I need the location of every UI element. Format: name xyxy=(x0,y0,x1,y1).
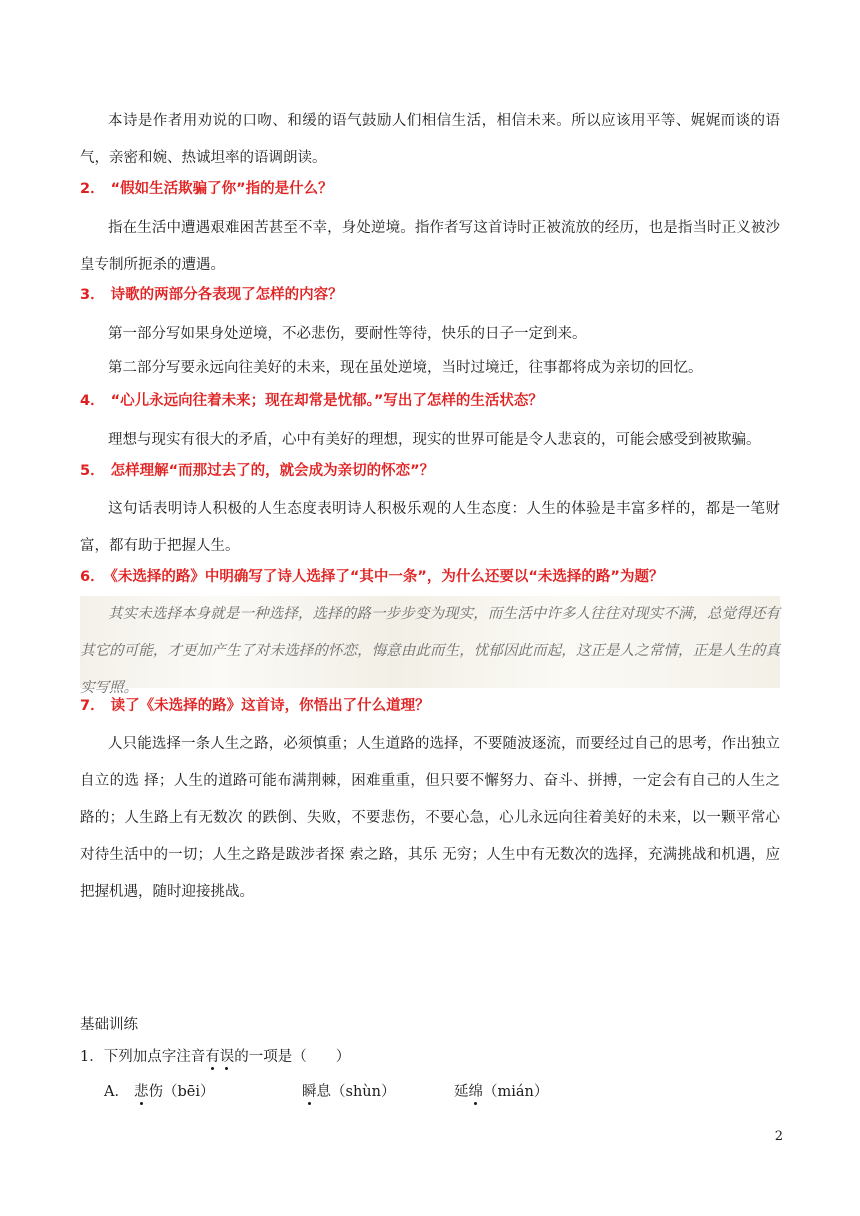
question-7 xyxy=(80,695,780,717)
dotted-char: 瞬 xyxy=(302,1080,317,1101)
answer-7: 人只能选择一条人生之路，必须慎重；人生道路的选择，不要随波逐流，而要经过自己的思考，作出独立自立的选 择；人生的道路可能布满荆棘，困难重重，但只要不懈努力、奋斗、拼搏，一定会有自己的人生之路的；人生路上有无数次 的跌倒、失败，不要悲伤，不要心急，心儿永远向往着美好的未来，以一颗平常心对待生活中的一切；人生之路是跋涉者探 索之路，其乐 无穷；人生中有无数次的选择，充满挑战和机遇，应把握机遇，随时迎接挑战。 xyxy=(80,736,780,900)
dotted-char: 误 xyxy=(220,1045,235,1066)
question-text: “假如生活欺骗了你”指的是什么？ xyxy=(110,181,333,197)
question-number: 6． xyxy=(80,569,105,585)
question-text: 诗歌的两部分各表现了怎样的内容？ xyxy=(110,287,343,303)
question-number: 7． xyxy=(80,698,105,714)
option-item-1 xyxy=(134,1080,302,1101)
question-4 xyxy=(80,390,780,412)
exercise-prefix: 1．下列加点字注音 xyxy=(80,1049,206,1065)
page-number: 2 xyxy=(774,1129,783,1144)
answer-3-part-2: 第二部分写要永远向往美好的未来，现在虽处逆境，当时过境迁，往事都将成为亲切的回忆。 xyxy=(108,360,703,376)
dotted-char: 有 xyxy=(205,1045,220,1066)
option-text: 延 xyxy=(454,1084,469,1100)
answer-2: 指在生活中遭遇艰难困苦甚至不幸，身处逆境。指作者写这首诗时正被流放的经历，也是指当时正义被沙皇专制所扼杀的遭遇。 xyxy=(80,220,780,273)
option-item-2 xyxy=(302,1080,454,1101)
question-5 xyxy=(80,460,780,482)
option-row-a xyxy=(104,1080,548,1101)
answer-3-part-1: 第一部分写如果身处逆境，不必悲伤，要耐性等待，快乐的日子一定到来。 xyxy=(108,326,587,342)
option-text: 息（shùn） xyxy=(316,1084,396,1100)
answer-5: 这句话表明诗人积极的人生态度表明诗人积极乐观的人生态度：人生的体验是丰富多样的，都是一笔财富，都有助于把握人生。 xyxy=(80,501,780,554)
question-number: 3． xyxy=(80,287,105,303)
section-title: 基础训练 xyxy=(80,1017,138,1033)
dotted-char: 绵 xyxy=(469,1080,484,1101)
question-3 xyxy=(80,284,780,306)
question-number: 2． xyxy=(80,181,105,197)
question-number: 5． xyxy=(80,463,105,479)
question-2 xyxy=(80,178,780,200)
question-text: 怎样理解“而那过去了的，就会成为亲切的怀恋”？ xyxy=(110,463,435,479)
question-6 xyxy=(80,566,780,588)
option-item-3 xyxy=(454,1080,548,1101)
question-text: 读了《未选择的路》这首诗，你悟出了什么道理？ xyxy=(110,698,430,714)
question-text: 《未选择的路》中明确写了诗人选择了“其中一条”，为什么还要以“未选择的路”为题？ xyxy=(110,569,664,585)
option-text: （mián） xyxy=(483,1084,549,1100)
exercise-1 xyxy=(80,1045,350,1066)
answer-6: 其实未选择本身就是一种选择，选择的路一步步变为现实，而生活中许多人往往对现实不满，总觉得还有其它的可能，才更加产生了对未选择的怀恋，悔意由此而生，忧郁因此而起，这正是人之常情，正是人生的真实写照。 xyxy=(80,606,780,696)
intro-paragraph: 本诗是作者用劝说的口吻、和缓的语气鼓励人们相信生活，相信未来。所以应该用平等、娓娓而谈的语气，亲密和婉、热诚坦率的语调朗读。 xyxy=(80,113,780,166)
dotted-char: 悲 xyxy=(134,1080,149,1101)
answer-4: 理想与现实有很大的矛盾，心中有美好的理想，现实的世界可能是令人悲哀的，可能会感受到被欺骗。 xyxy=(108,432,761,448)
question-number: 4． xyxy=(80,393,105,409)
question-text: “心儿永远向往着未来；现在却常是忧郁。”写出了怎样的生活状态？ xyxy=(110,393,543,409)
option-letter: A． xyxy=(104,1084,129,1100)
exercise-suffix: 的一项是（ ） xyxy=(234,1049,351,1065)
option-text: 伤（bēi） xyxy=(148,1084,215,1100)
